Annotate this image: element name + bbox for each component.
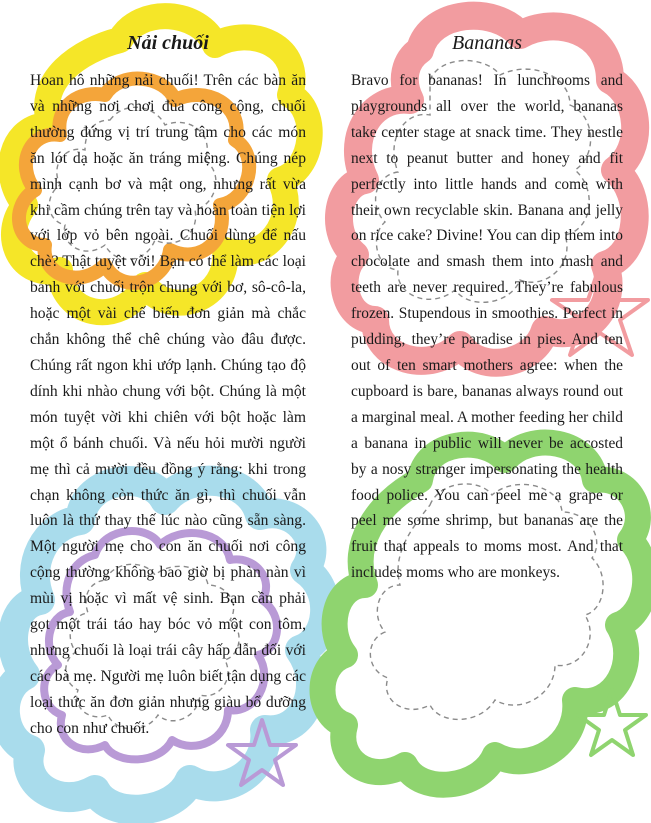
english-body: Bravo for bananas! In lunchrooms and playgrounds all over the world, bananas take center stage at snack time. They nestle next to peanut butter and honey and fit perfectly into little hands and come with their own recyclable skin. Banana and jelly on rice cake? Divine! You can dip them into chocolate and smash them into mash and teeth are never required. They’re fabulous frozen. Stupendous in smoothies. Perfect in pudding, they’re paradise in pies. And ten out of ten smart mothers agree: when the cupboard is bare, bananas always round out a marginal meal. A mother feeding her child a banana in public will never be accosted by a nosy stranger impersonating the health food police. You can peel me a grape or peel me some shrimp, but bananas are the fruit that appeals to moms most. And that includes moms who are monkeys. [351,72,623,582]
vietnamese-body: Hoan hô những nải chuối! Trên các bàn ăn và những nơi chơi đùa công cộng, chuối thường đứng vị trí trung tâm cho các món ăn lót dạ hoặc ăn tráng miệng. Chúng nép mình cạnh bơ và mật ong, nhưng rất vừa khi cầm chúng trên tay và hoàn toàn tiện lợi với lớp vỏ bên ngoài. Chuối dùng để nấu chè? Thật tuyệt vời! Bạn có thể làm các loại bánh với chuối trộn chung với bơ, sô-cô-la, hoặc một vài chế biến đơn giản mà chắc chắn không thể chê chúng vào đâu được. Chúng rất ngon khi ướp lạnh. Chúng tạo độ dính khi nhào chung với bột. Chúng là một món tuyệt vời khi chiên với bột hoặc làm một ổ bánh chuối. Và nếu hỏi mười người mẹ thì cả mười đều đồng ý rằng: khi trong chạn không còn thức ăn gì, thì chuối vẫn luôn là thứ thay thế lúc nào cũng sẵn sàng. Một người mẹ cho con ăn chuối nơi công cộng thường không bao giờ bị phàn nàn vì mùi vị hoặc vì mất vệ sinh. Bạn cần phải gọt một trái táo hay bóc vỏ một con tôm, nhưng chuối là loại trái cây hấp dẫn đối với các bà mẹ. Người mẹ luôn biết tận dụng các loại thức ăn đơn giản nhưng giàu bổ dưỡng cho con như chuối. [30,72,306,737]
vietnamese-title: Nải chuối [127,32,209,54]
english-column [351,30,623,586]
vietnamese-column [30,30,306,742]
english-title: Bananas [452,32,522,54]
